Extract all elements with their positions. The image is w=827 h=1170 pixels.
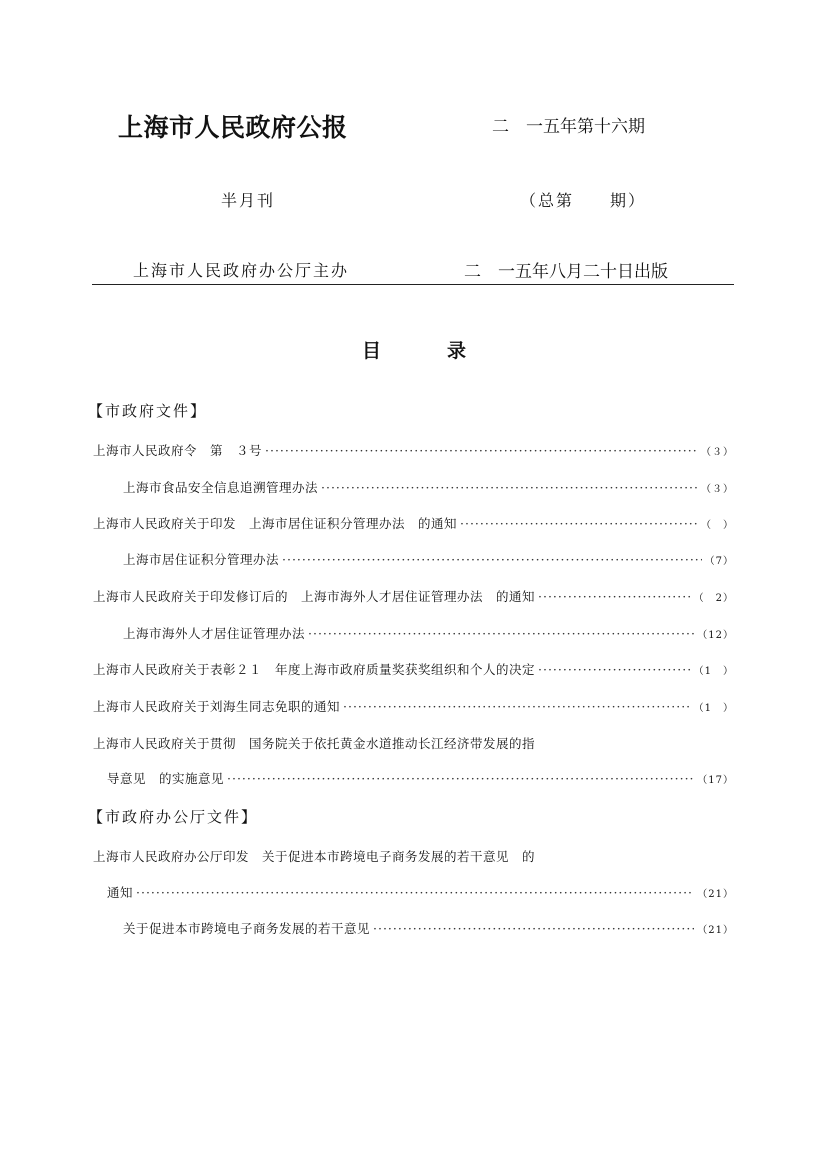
toc-entry-page: （ 2） xyxy=(693,593,734,604)
section-heading-general-office: 【市政府办公厅文件】 xyxy=(88,808,259,826)
total-issue-number: （总第 期） xyxy=(520,191,647,210)
toc-entry[interactable] xyxy=(93,660,734,678)
leader-dots xyxy=(308,626,694,641)
toc-entry[interactable] xyxy=(123,478,734,496)
toc-title-right: 录 xyxy=(447,340,467,362)
toc-entry-page: （３） xyxy=(701,484,734,495)
toc-entry-page: （17） xyxy=(697,775,734,786)
toc-entry[interactable] xyxy=(93,587,734,605)
section-heading-municipal-government: 【市政府文件】 xyxy=(88,402,208,420)
toc-entry-label: 上海市食品安全信息追溯管理办法 xyxy=(123,480,319,495)
toc-entry-page: （12） xyxy=(697,630,734,641)
header-divider xyxy=(92,284,734,285)
leader-dots xyxy=(538,662,691,677)
toc-entry[interactable] xyxy=(123,550,734,568)
toc-entry-page: （1 ） xyxy=(693,703,734,714)
leader-dots xyxy=(373,921,694,936)
toc-entry-label: 上海市人民政府关于印发 上海市居住证积分管理办法 的通知 xyxy=(93,516,458,531)
toc-entry-label: 上海市居住证积分管理办法 xyxy=(123,552,280,567)
leader-dots xyxy=(460,516,698,531)
leader-dots xyxy=(538,589,691,604)
leader-dots xyxy=(227,771,694,786)
toc-entry-label: 上海市人民政府关于表彰２１ 年度上海市政府质量奖获奖组织和个人的决定 xyxy=(93,662,536,677)
toc-entry-page: （３） xyxy=(701,447,734,458)
toc-entry-page: （21） xyxy=(697,925,734,936)
leader-dots xyxy=(265,443,698,458)
leader-dots xyxy=(343,699,691,714)
toc-entry-label: 上海市人民政府关于印发修订后的 上海市海外人才居住证管理办法 的通知 xyxy=(93,589,536,604)
toc-entry-label: 上海市人民政府令 第 ３号 xyxy=(93,443,263,458)
toc-entry-label: 上海市人民政府关于刘海生同志免职的通知 xyxy=(93,699,341,714)
toc-entry-page: （1 ） xyxy=(693,666,734,677)
leader-dots xyxy=(136,885,694,900)
toc-entry[interactable] xyxy=(93,697,734,715)
toc-entry-page: （21） xyxy=(697,889,734,900)
organizer: 上海市人民政府办公厅主办 xyxy=(133,261,350,280)
leader-dots xyxy=(321,480,698,495)
toc-entry-label: 导意见 的实施意见 xyxy=(107,771,225,786)
toc-entry-page: （ ） xyxy=(701,520,734,531)
toc-entry-label: 关于促进本市跨境电子商务发展的若干意见 xyxy=(123,921,371,936)
toc-entry[interactable] xyxy=(123,919,734,937)
toc-entry[interactable] xyxy=(93,514,734,532)
issue-number: 二 一五年第十六期 xyxy=(492,117,645,137)
toc-title-left: 目 xyxy=(362,340,382,362)
publication-frequency: 半月刊 xyxy=(221,191,276,210)
toc-entry[interactable] xyxy=(107,883,734,901)
gazette-title: 上海市人民政府公报 xyxy=(118,113,348,142)
toc-entry[interactable] xyxy=(107,769,734,787)
toc-entry-label-continued[interactable]: 上海市人民政府办公厅印发 关于促进本市跨境电子商务发展的若干意见 的 xyxy=(93,849,536,864)
toc-entry-label: 上海市海外人才居住证管理办法 xyxy=(123,626,306,641)
toc-entry[interactable] xyxy=(93,441,734,459)
toc-entry-label-continued[interactable]: 上海市人民政府关于贯彻 国务院关于依托黄金水道推动长江经济带发展的指 xyxy=(93,736,536,751)
toc-entry-label: 通知 xyxy=(107,885,134,900)
leader-dots xyxy=(282,552,702,567)
toc-entry[interactable] xyxy=(123,624,734,642)
toc-entry-page: （7） xyxy=(704,556,734,567)
publish-date: 二 一五年八月二十日出版 xyxy=(464,262,668,282)
